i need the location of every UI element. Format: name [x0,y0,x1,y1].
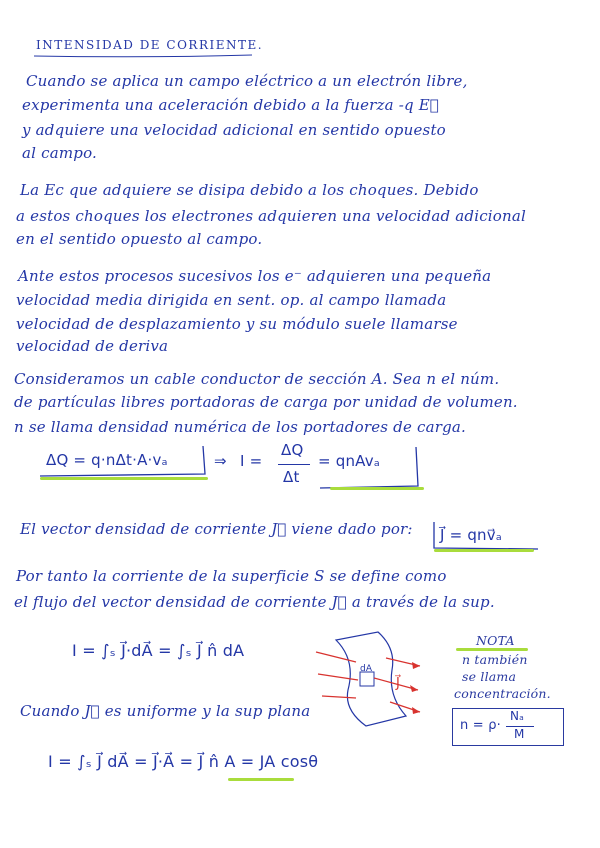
eq4: I = ∫ₛ J⃗ dA⃗ = J⃗·A⃗ = J⃗ n̂ A = JA cosθ [48,752,319,771]
p1-line-3: y adquiere una velocidad adicional en sentido opuesto [22,121,446,139]
eq1-right-highlight [330,487,424,490]
eq1-left-box [38,444,218,478]
p1-line-2: experimenta una aceleración debido a la fuerza -q E⃗ [22,96,439,114]
eq4-highlight [228,778,294,781]
note-line-2: se llama [462,669,517,684]
eq2-highlight [434,549,534,552]
eq1-frac-bar [278,464,310,465]
title-underline [34,54,254,60]
eq1-frac-den: Δt [283,468,300,486]
eq1-rhs-prefix: I = [240,452,263,470]
diagram-J-label: J⃗ [396,676,401,691]
surface-diagram [316,630,426,730]
eq1-left: ΔQ = q·nΔt·A·vₐ [46,451,168,469]
eq1-right-box [316,446,436,490]
eq1-frac-num: ΔQ [281,441,304,459]
p5-line: El vector densidad de corriente J⃗ viene dado por: [20,520,413,538]
p4-line-3: n se llama densidad numérica de los portadores de carga. [14,418,467,436]
diagram-dA-label: dA [360,664,373,674]
note-formula-num: Nₐ [510,709,525,723]
p2-line-1: La Ec que adquiere se disipa debido a los choques. Debido [20,181,479,199]
note-line-3: concentración. [454,686,551,701]
p7-line: Cuando J⃗ es uniforme y la sup plana [20,702,311,720]
eq2-box [432,520,542,552]
eq1-rhs-suffix: = qnAvₐ [318,452,380,470]
p3-line-4: velocidad de deriva [16,337,169,355]
note-formula-lhs: n = ρ· [460,718,501,733]
p1-line-1: Cuando se aplica un campo eléctrico a un electrón libre, [26,72,468,90]
page-title: INTENSIDAD DE CORRIENTE. [36,38,264,52]
eq1-highlight [40,477,208,480]
p2-line-3: en el sentido opuesto al campo. [16,230,263,248]
note-formula-den: M [514,727,525,741]
eq3: I = ∫ₛ J⃗·dA⃗ = ∫ₛ J⃗ n̂ dA [72,641,245,660]
note-heading-underline [456,648,528,651]
p3-line-2: velocidad media dirigida en sent. op. al campo llamada [16,291,447,309]
p6-line-1: Por tanto la corriente de la superficie S se define como [16,567,447,585]
p2-line-2: a estos choques los electrones adquieren una velocidad adicional [16,207,527,225]
p6-line-2: el flujo del vector densidad de corriente J⃗ a través de la sup. [14,593,495,611]
note-heading: NOTA [476,633,515,648]
eq1-arrow: ⇒ [214,452,227,470]
p1-line-4: al campo. [22,144,98,162]
note-line-1: n también [462,652,528,667]
p3-line-1: Ante estos procesos sucesivos los e⁻ adquieren una pequeña [18,267,492,285]
p3-line-3: velocidad de desplazamiento y su módulo suele llamarse [16,315,458,333]
p4-line-1: Consideramos un cable conductor de sección A. Sea n el núm. [14,370,500,388]
p4-line-2: de partículas libres portadoras de carga por unidad de volumen. [14,393,518,411]
eq2: J⃗ = qnv⃗ₐ [440,526,502,544]
